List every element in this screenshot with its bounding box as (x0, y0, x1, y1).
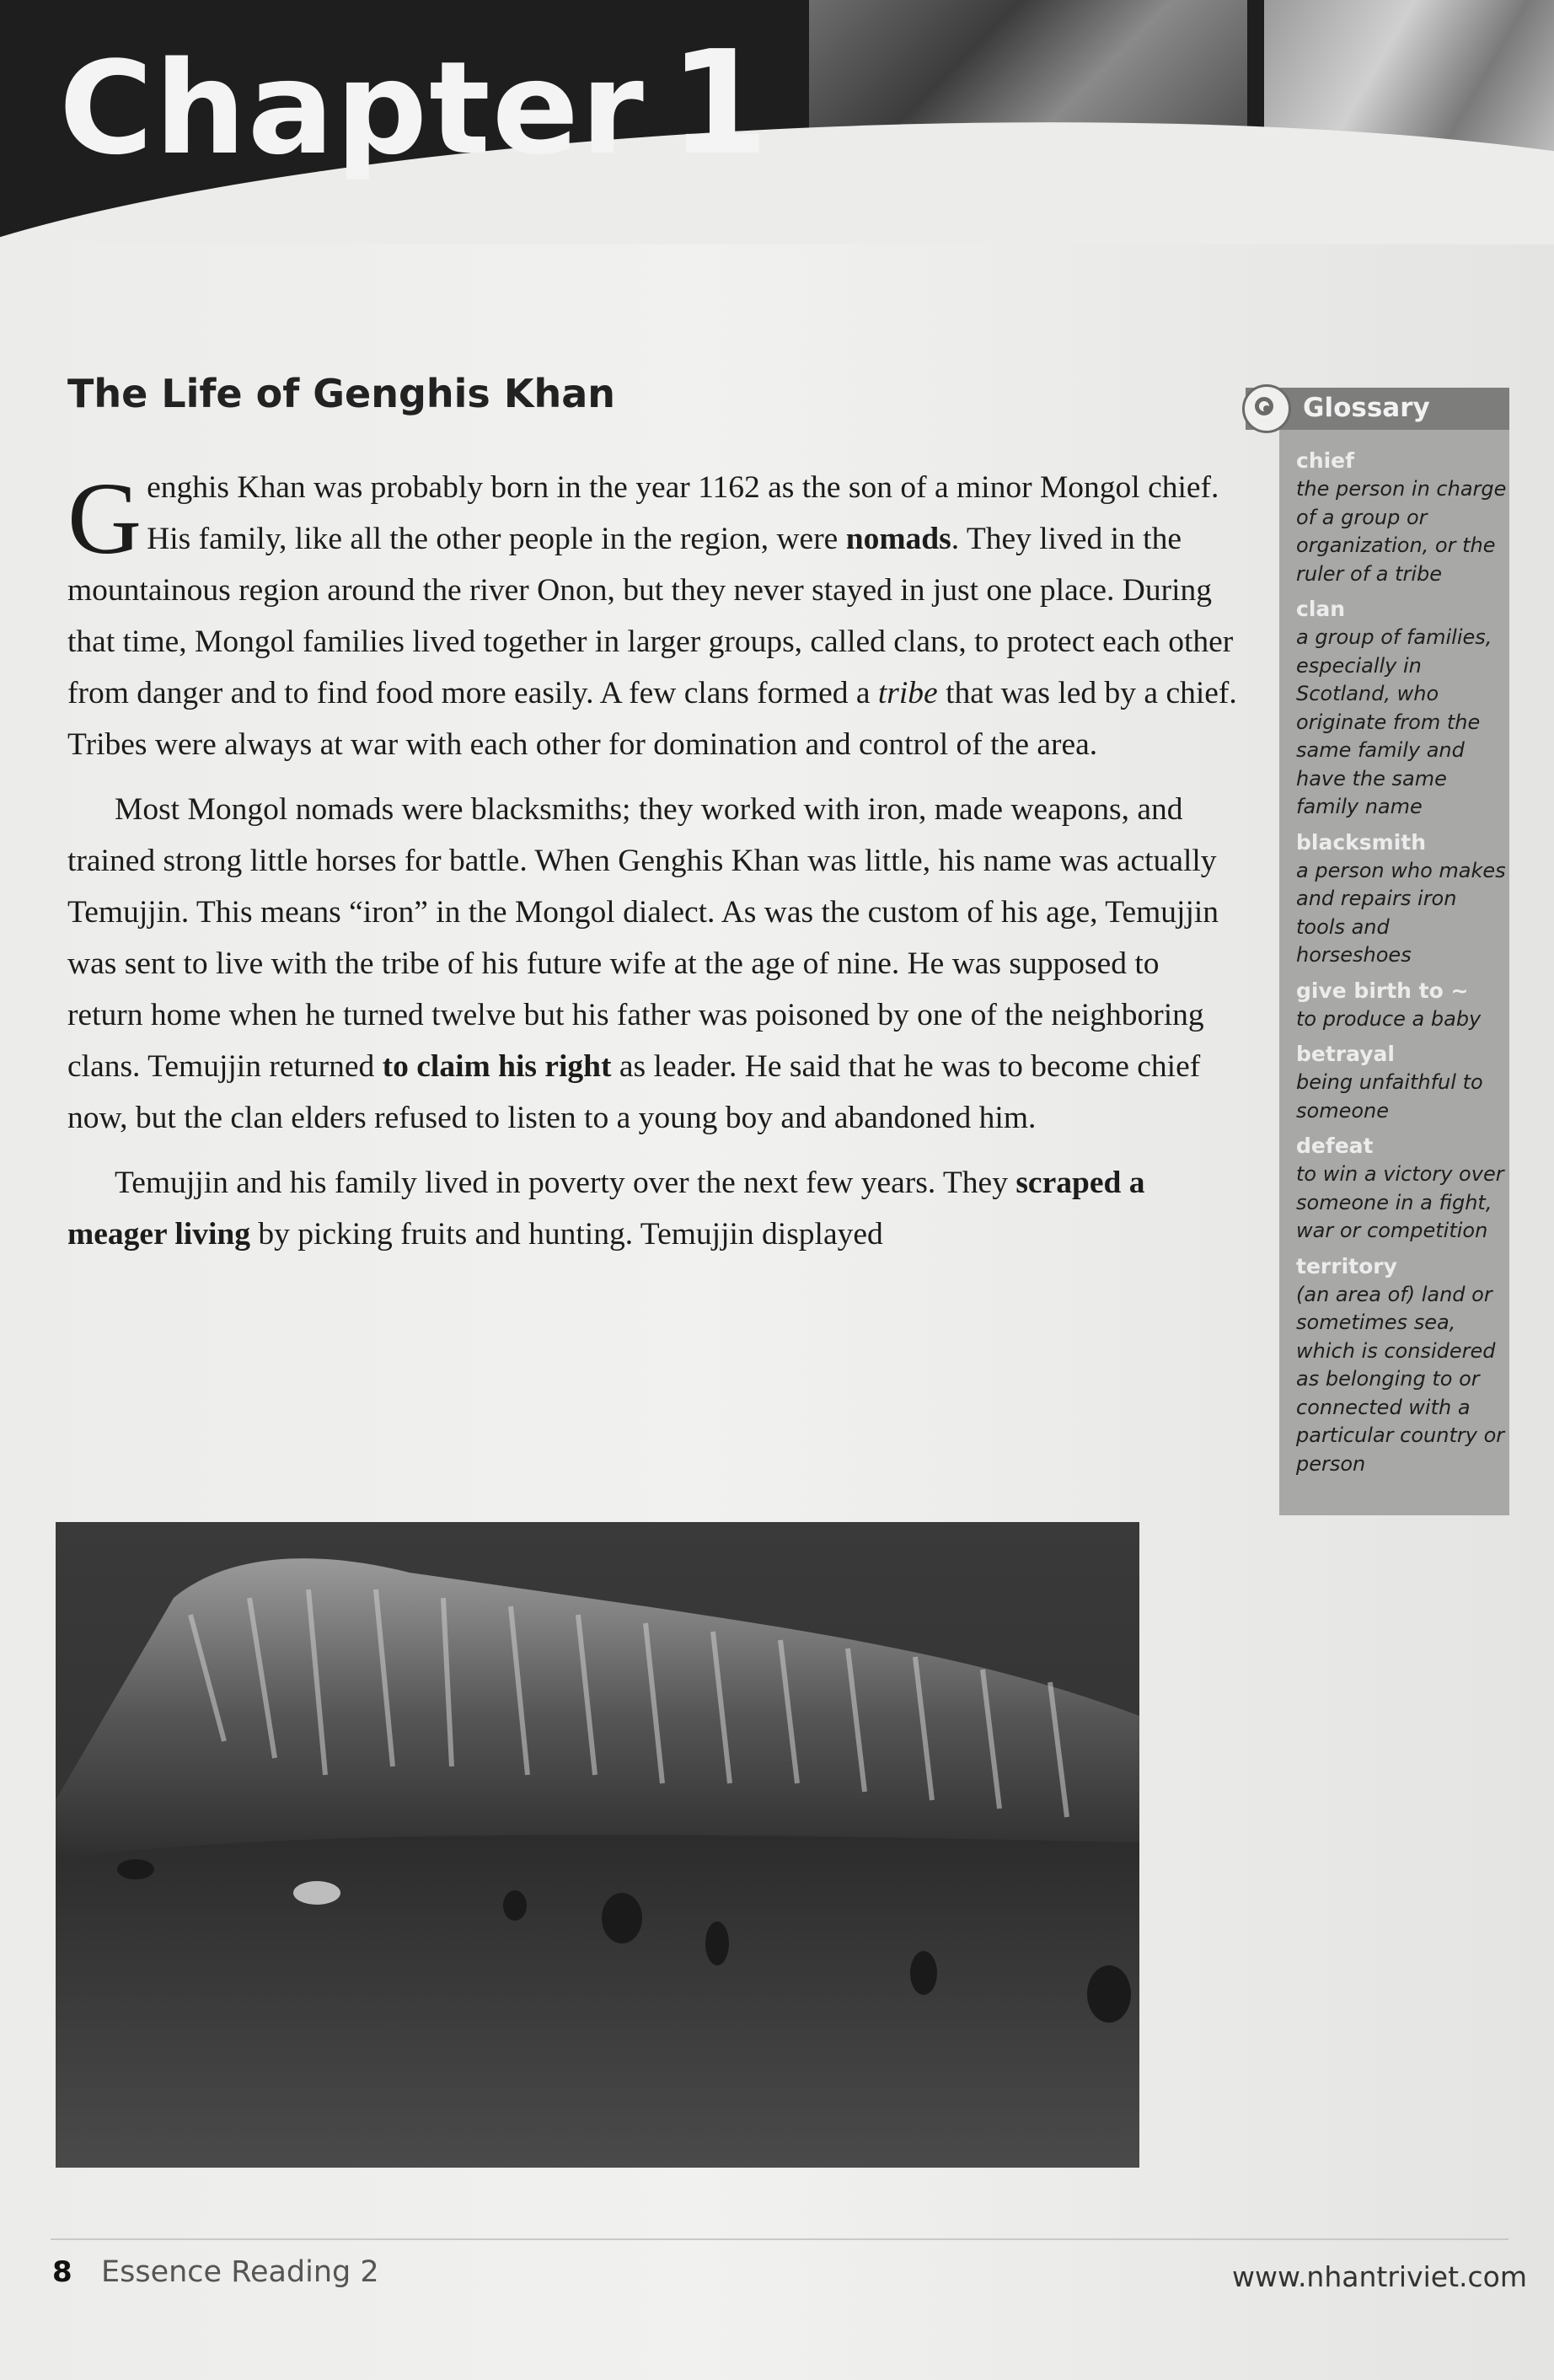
chapter-label: Chapter (59, 34, 646, 183)
bold-term-nomads: nomads (845, 522, 951, 556)
text-run: . They lived in the mountainous region around the river Onon, but they never stayed in just one place. During that time, Mongol families lived together in larger groups, called clans, to protect each other from danger and to find food more easily. A few clans formed a (67, 522, 1234, 710)
glossary-term: territory (1296, 1253, 1397, 1278)
glossary-definition: a group of families, especially in Scotland, who originate from the same family and have the same family name (1296, 625, 1492, 818)
bold-phrase-meager-living: scraped a meager living (67, 1166, 1145, 1252)
glossary-item (1296, 828, 1507, 970)
paragraph-2 (67, 784, 1239, 1144)
glossary-term: blacksmith (1296, 829, 1427, 855)
text-run: enghis Khan was probably born in the year 1162 as the son of a minor Mongol chief. His family, like all the other people in the region, were (147, 470, 1219, 556)
chapter-number: 1 (668, 20, 771, 187)
section-title: The Life of Genghis Khan (67, 371, 615, 416)
glossary-definition: being unfaithful to someone (1296, 1070, 1483, 1123)
text-run: Most Mongol nomads were blacksmiths; they worked with iron, made weapons, and trained strong little horses for battle. When Genghis Khan was little, his name was actually Temujjin. This means “iron” in the Mongol dialect. As was the custom of his age, Temujjin was sent to live with the tribe of his future wife at the age of nine. He was supposed to return home when he turned twelve but his father was poisoned by one of the neighboring clans. Temujjin returned (67, 792, 1219, 1084)
photo-field (56, 1835, 1139, 2168)
glossary-item (1296, 595, 1507, 822)
drop-cap: G (67, 462, 142, 576)
book-title: Essence Reading 2 (101, 2255, 379, 2289)
footer-rule (51, 2238, 1508, 2240)
website-url: www.nhantriviet.com (1232, 2260, 1527, 2293)
glossary-definition: to produce a baby (1296, 1006, 1482, 1031)
glossary-definition: a person who makes and repairs iron tools and horseshoes (1296, 858, 1506, 967)
target-icon (1242, 384, 1291, 433)
glossary-item (1296, 447, 1507, 588)
glossary-term: chief (1296, 448, 1355, 473)
glossary-title: Glossary (1303, 393, 1430, 423)
glossary-item (1296, 1132, 1507, 1246)
glossary-term: give birth to ~ (1296, 978, 1469, 1003)
mountain-horses-photo (56, 1522, 1139, 2168)
chapter-header (0, 0, 1554, 244)
page-number: 8 (52, 2255, 72, 2289)
chapter-title (59, 20, 771, 187)
glossary-item (1296, 1040, 1507, 1125)
glossary-list (1296, 447, 1507, 1485)
bold-phrase-claim-right: to claim his right (382, 1049, 612, 1084)
text-run: that was led by a chief. Tribes were always at war with each other for domination and control of the area. (67, 676, 1237, 762)
text-run: by picking fruits and hunting. Temujjin displayed (249, 1217, 883, 1252)
glossary-header (1246, 388, 1509, 430)
glossary-term: defeat (1296, 1134, 1374, 1158)
glossary-item (1296, 977, 1507, 1034)
target-center (1263, 405, 1270, 412)
glossary-definition: to win a victory over someone in a fight, war or competition (1296, 1162, 1504, 1242)
text-run: as leader. He said that he was to become chief now, but the clan elders refused to listen to a young boy and abandoned him. (67, 1049, 1201, 1135)
paragraph-1 (67, 462, 1239, 770)
glossary-definition: (an area of) land or sometimes sea, which is considered as belonging to or connected with a particular country or person (1296, 1282, 1505, 1476)
glossary-term: clan (1296, 597, 1346, 621)
paragraph-3 (67, 1157, 1239, 1260)
glossary-box (1279, 388, 1509, 1515)
text-run: Temujjin and his family lived in poverty over the next few years. They (115, 1166, 1016, 1200)
photo-illustration (56, 1522, 1139, 2168)
italic-term-tribe: tribe (877, 676, 938, 710)
glossary-term: betrayal (1296, 1042, 1395, 1066)
glossary-item (1296, 1252, 1507, 1479)
glossary-definition: the person in charge of a group or organization, or the ruler of a tribe (1296, 477, 1507, 586)
article-body (67, 462, 1239, 1273)
